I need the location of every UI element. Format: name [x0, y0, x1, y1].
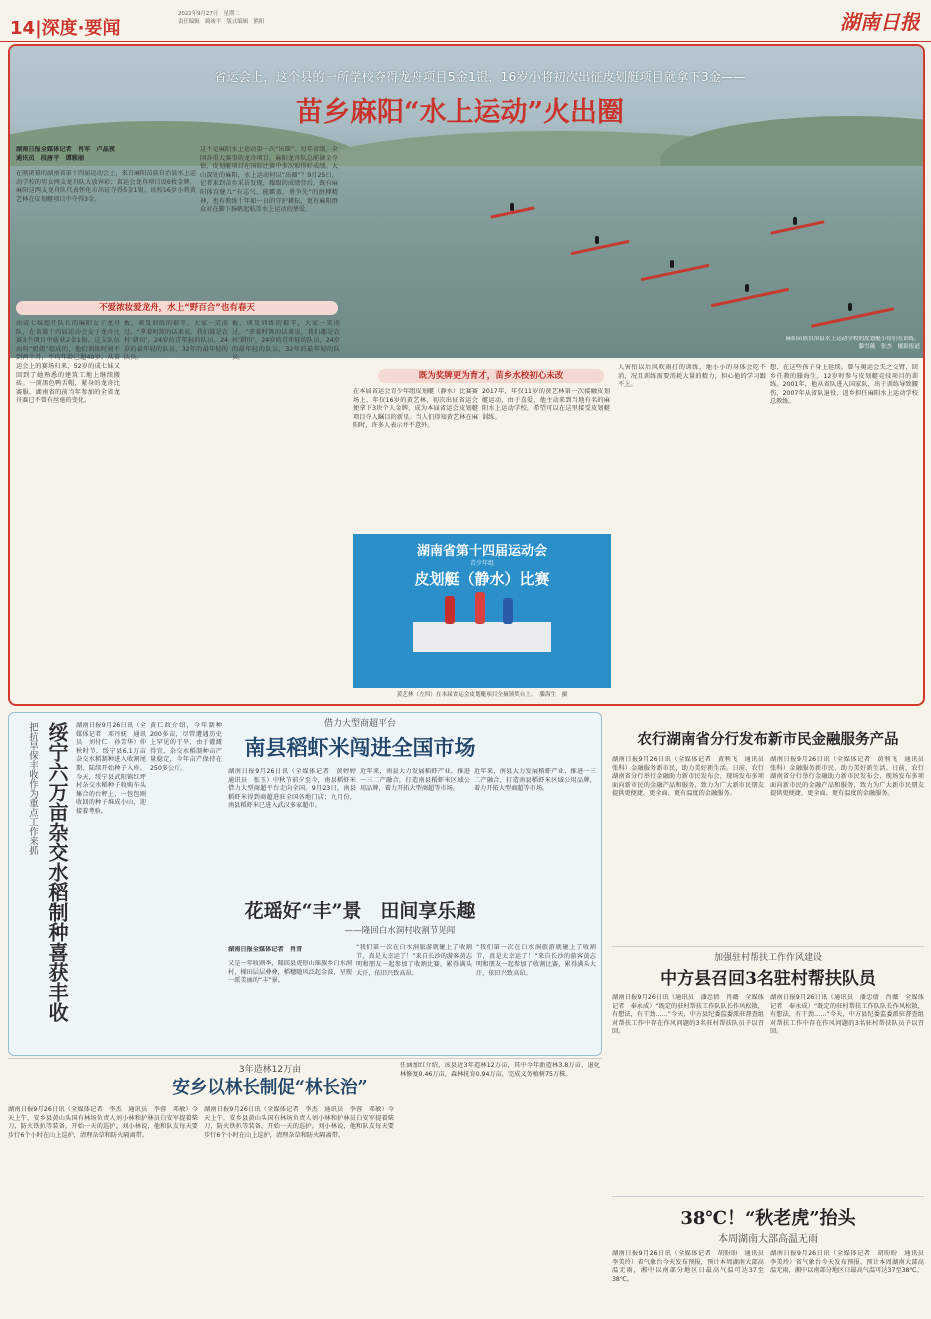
section-subhead: 不爱浓妆爱龙舟，水上“野百合”也有春天: [16, 301, 338, 315]
award-photo-caption: 黄艺林（左四）在本届省运会皮划艇项目全摘领奖台上。 滕海生 摄: [396, 692, 568, 698]
lead-column: 板、谈及训练的艰辛，大家一笑而过。“拿着时篙的话来说，我们都是农村‘耕田’，24岁的青年轻的队员，24岁的最年轻的队员，32年的最年轻的队员。: [124, 320, 228, 362]
lead-column: 在刚闭幕的湖南省第十四届运动会上，来自麻阳苗族自治县水上运动学校的男女两支龙舟队大放异彩；省运会龙舟项目设6枚金牌，麻阳这两支龙舟队代表怀化市出征夺得5金1银。该校16岁小将黄艺林在皮划艇项目中夺得3金。: [16, 170, 196, 203]
anxiang-headline: 安乡以林长制促“林长治”: [172, 1078, 368, 1098]
agri-column: 湖南日报9月26日讯（全媒体记者 黄利飞 通讯员 张科）金融服务新市民，助力美好新生活。日前，农行湖南省分行举行金融助力新市民发布会，现场发布多项面向新市民的金融产品和服务，致力为广大新市民朋友提供更便捷、更全面、更有温度的金融服务。: [770, 756, 924, 798]
athlete-figure: [503, 598, 513, 624]
huayao-byline: 湖南日报全媒体记者 肖青: [228, 946, 303, 953]
lead-column: 想，在这些孩子身上延续。曾与奥运会失之交臂，回乡任教的滕海生，12岁时参与皮划艇竞技项目的训练。2001年，他从省队进入国家队，出于训练导致腰伤，2007年从省队退役，返乡担任麻阳水上运动学校总教练。: [770, 364, 918, 406]
issue-date: 2022年9月27日 星期二: [178, 11, 240, 17]
weather-column: 湖南日报9月26日讯（全媒体记者 胡盼盼 通讯员 李美玲）省气象台今天发布预报，预计本周湖南大部高温无雨，湘中以南部分地区日最高气温可达37至38℃。: [770, 1250, 924, 1275]
lead-kicker: 省运会上，这个县的一所学校夺得龙舟项目5金1银，16岁小将初次出征皮划艇项目就拿下3金——: [214, 70, 746, 84]
anxiang-kicker: 3年造林12万亩: [238, 1065, 302, 1074]
suining-headline: 绥宁六万亩杂交水稻制种喜获丰收: [45, 722, 69, 1022]
award-photo: [353, 534, 611, 688]
anxiang-column: 湖南日报9月26日讯（全媒体记者 李杰 通讯员 李蓉 邓敏）今天上午，安乡县黄山头国有林场负责人刘小林和护林员白安军提着柴刀，防火铁扒等装备，开始一天的巡护。刘小林说，他和队友每天要步行6个小时在山上巡护，清理杂草和防火隔离带。: [204, 1106, 394, 1139]
games-banner-subtitle: 青少年组: [469, 560, 494, 567]
agri-headline: 农行湖南省分行发布新市民金融服务产品: [637, 731, 899, 748]
huayao-column: “我们第一次在白水洞旅游就碰上了收割节，真是太幸运了！”来自长沙的游客黄志明和朋友一起参加了收割比赛，累得满头大汗，依旧兴致高昂。: [476, 944, 596, 977]
page-section-label: 14|深度·要闻: [10, 18, 121, 39]
athlete-figure: [475, 592, 485, 624]
divider: [8, 1058, 602, 1059]
anxiang-column: 湖南日报9月26日讯（全媒体记者 李杰 通讯员 李蓉 邓敏）今天上午，安乡县黄山头国有林场负责人刘小林和护林员白安军提着柴刀，防火铁扒等装备，开始一天的巡护。刘小林说，他和队友每天要步行6个小时在山上巡护，清理杂草和防火隔离带。: [8, 1106, 198, 1139]
zhongfang-headline: 中方县召回3名驻村帮扶队员: [660, 969, 876, 988]
lead-byline: 湖南日报全媒体记者 肖军 卢晶夜 通讯员 段唐平 谭雅丽: [16, 146, 115, 162]
lead-article: [8, 44, 925, 706]
kayaker: [848, 303, 852, 311]
kayaker: [670, 260, 674, 268]
games-banner-title: 湖南省第十四届运动会: [416, 544, 547, 558]
kayaker: [793, 217, 797, 225]
games-banner-event: 皮划艇（静水）比赛: [414, 570, 550, 588]
suining-column: 黄仁政介绍，今年制种200多亩，尽管遭遇历史上罕见的干旱，由于灌溉得宜，杂交水稻制种亩产量稳定，今年亩产保持在250多公斤。: [150, 722, 222, 772]
huayao-headline: 花瑶好“丰”景 田间享乐趣: [244, 900, 476, 922]
weather-subtitle: 本周湖南大部高温无雨: [718, 1234, 818, 1244]
suining-column: 湖南日报9月26日讯（全媒体记者 邓丹妩 通讯员 刘付仁 孙芳华）仲秋时节，绥宁县6.1万亩杂交水稻制种进入收割尾期，陆续开始种子入库。今天，绥宁县武阳镇红坪村杂交水稻种子收购车头集合的台秤上，一包包刚收回的种子堆成小山，迎接着考验。: [76, 722, 146, 815]
nanxian-headline: 南县稻虾米闯进全国市场: [244, 735, 476, 760]
nanxian-kicker: 借力大型商超平台: [323, 719, 396, 729]
divider: [612, 946, 924, 947]
anxiang-column: 任涵加红介绍，该县近3年造林12万亩，其中今年新造林3.8万亩，退化林修复0.46万亩，森林抚育0.94万亩，完成义务植树75万株。: [400, 1062, 600, 1078]
kayaker: [745, 284, 749, 292]
lead-column: 这不是麻阳水上运动第一次“出圈”。每年省级、全国各重大赛事的龙舟项目，麻阳龙舟队总能摘金夺银，皮划艇项目在国际比赛中多次取得好成绩。大山深处的麻阳，水上运动何以“出圈”？9月25日，记者来到苗乡采访发现，耀眼的成绩背后，既有麻阳体育健儿“有志气、能霸蛮、勇争先”的拼搏精神，也有教练十年如一日的守护耕耘，更有麻阳群众对在脚下扬帆起航等水上运动的挚爱。: [200, 146, 338, 214]
huayao-subtitle: ——隆回白水洞村收割节见闻: [344, 926, 456, 936]
lead-column: 由或七妹组任队长的麻阳女子龙舟队，在省第十四届运动会女子龙舟比赛3个项目中斩获2金1银。这支队伍由叫“姐姐”组成的，他们训练时间不到两个月，平均年龄已超40岁。从省运会上的赛场归来，52岁的成七妹又回到了她熟悉的建筑工地上继续搬砖。一顶黑色鸭舌帽，紧身的龙舟比赛服，湖南省的前当年参加的全省龙舟赛已不曾有丝毫的变化。: [16, 320, 120, 405]
lead-headline: 苗乡麻阳“水上运动”火出圈: [295, 97, 625, 128]
huayao-column: 又是一年收割季，隆回县虎形山瑶族乡白水洞村，梯田层层叠叠，稻穗随风泛起金波，呈现一派美丽的“丰”景。: [228, 960, 352, 985]
page-meta: [178, 10, 338, 38]
lead-column: 在本届省运会青少年组皮划艇（静水）比赛赛场上，年仅16岁的黄艺林，初次出征省运会便拿下3块个人金牌，成为本届省运会皮划艇项目夺人瞩目的新星。当人们得知黄艺林在麻阳时，许多人表示并不意外。: [353, 388, 478, 430]
page-number: 14: [10, 18, 36, 39]
editor-credits: 责任编辑 蔺竣平 版式编辑 熊阳: [178, 19, 265, 25]
weather-headline: 38℃！“秋老虎”抬头: [680, 1208, 856, 1229]
masthead: [0, 0, 931, 42]
kayaker: [510, 203, 514, 211]
huayao-column: “我们第一次在白水洞旅游就碰上了收割节，真是太幸运了！”来自长沙的游客黄志明和朋友一起参加了收割比赛，累得满头大汗，依旧兴致高昂。: [356, 944, 472, 977]
nanxian-column: 湖南日报9月26日讯（全媒体记者 黄婷婷 通讯员 张玉）中秋节前夕至今，南县稻虾米借力大型商超平台走向全国。9月23日，南县稻虾米得到商超进驻全国各地门店；九月份，南县稻虾米已进入武汉多家超市。: [228, 768, 356, 810]
newspaper-logo: 湖南日报: [840, 10, 920, 34]
lead-column: 板、谈及训练的艰辛，大家一笑而过。“拿着时篙的话来说，我们都是农村‘耕田’，24岁的青年轻的队员，24岁的最年轻的队员，32年的最年轻的队员。: [232, 320, 340, 362]
section-subhead: 既为奖牌更为育才，苗乡水校初心未改: [378, 369, 604, 383]
agri-column: 湖南日报9月26日讯（全媒体记者 黄利飞 通讯员 张科）金融服务新市民，助力美好新生活。日前，农行湖南省分行举行金融助力新市民发布会，现场发布多项面向新市民的金融产品和服务，致力为广大新市民朋友提供更便捷、更全面、更有温度的金融服务。: [612, 756, 764, 798]
nanxian-column: 近年来，南县大力发展稻虾产业，推进一三二产融合，打造南县稻虾米区域公用品牌，着力开拓大型商超等市场。: [360, 768, 470, 793]
zhongfang-kicker: 加强驻村帮扶工作作风建设: [713, 953, 822, 962]
weather-column: 湖南日报9月26日讯（全媒体记者 胡盼盼 通讯员 李美玲）省气象台今天发布预报，预计本周湖南大部高温无雨，湘中以南部分地区日最高气温可达37至38℃。: [612, 1250, 764, 1283]
zhongfang-column: 湖南日报9月26日讯（通讯员 潘忠倩 肖薇 全媒体记者 奉永成）“既定的驻村帮扶工作队队长作风松散，有想法，有干劲……”今天，中方县纪委监委派驻督查组对帮扶工作中存在作风问题的3名驻村帮扶队员予以召回。: [612, 994, 764, 1036]
kayaker: [595, 236, 599, 244]
lead-column: 2017年，年仅11岁的黄艺林第一次接触皮划艇运动，由于喜爱，他主动来到当地有名的麻阳水上运动学校，希望可以在这里接受皮划艇训练。: [482, 388, 610, 421]
nanxian-column: 近年来，南县大力发展稻虾产业，推进一三二产融合，打造南县稻虾米区域公用品牌，着力开拓大型商超等市场。: [474, 768, 596, 793]
athlete-figure: [445, 596, 455, 624]
suining-kicker: 把抗旱保丰收作为重点工作来抓: [27, 722, 38, 855]
divider: [612, 1196, 924, 1197]
lead-column: 人害怕以后风吹雨打的训练，地小小的身体会吃不消，况且训练需要消耗大量的精力，担心他的学习跟不上。: [618, 364, 766, 389]
podium-shape: [413, 622, 551, 652]
hero-caption: 麻阳苗族自治县水上运动学校的皮划艇小将们在训练。 滕雪薇 张杰 摄影报道: [785, 336, 920, 350]
zhongfang-column: 湖南日报9月26日讯（通讯员 潘忠倩 肖薇 全媒体记者 奉永成）“既定的驻村帮扶工作队队长作风松散，有想法，有干劲……”今天，中方县纪委监委派驻督查组对帮扶工作中存在作风问题的3名驻村帮扶队员予以召回。: [770, 994, 924, 1036]
section-name: 深度·要闻: [41, 18, 121, 39]
